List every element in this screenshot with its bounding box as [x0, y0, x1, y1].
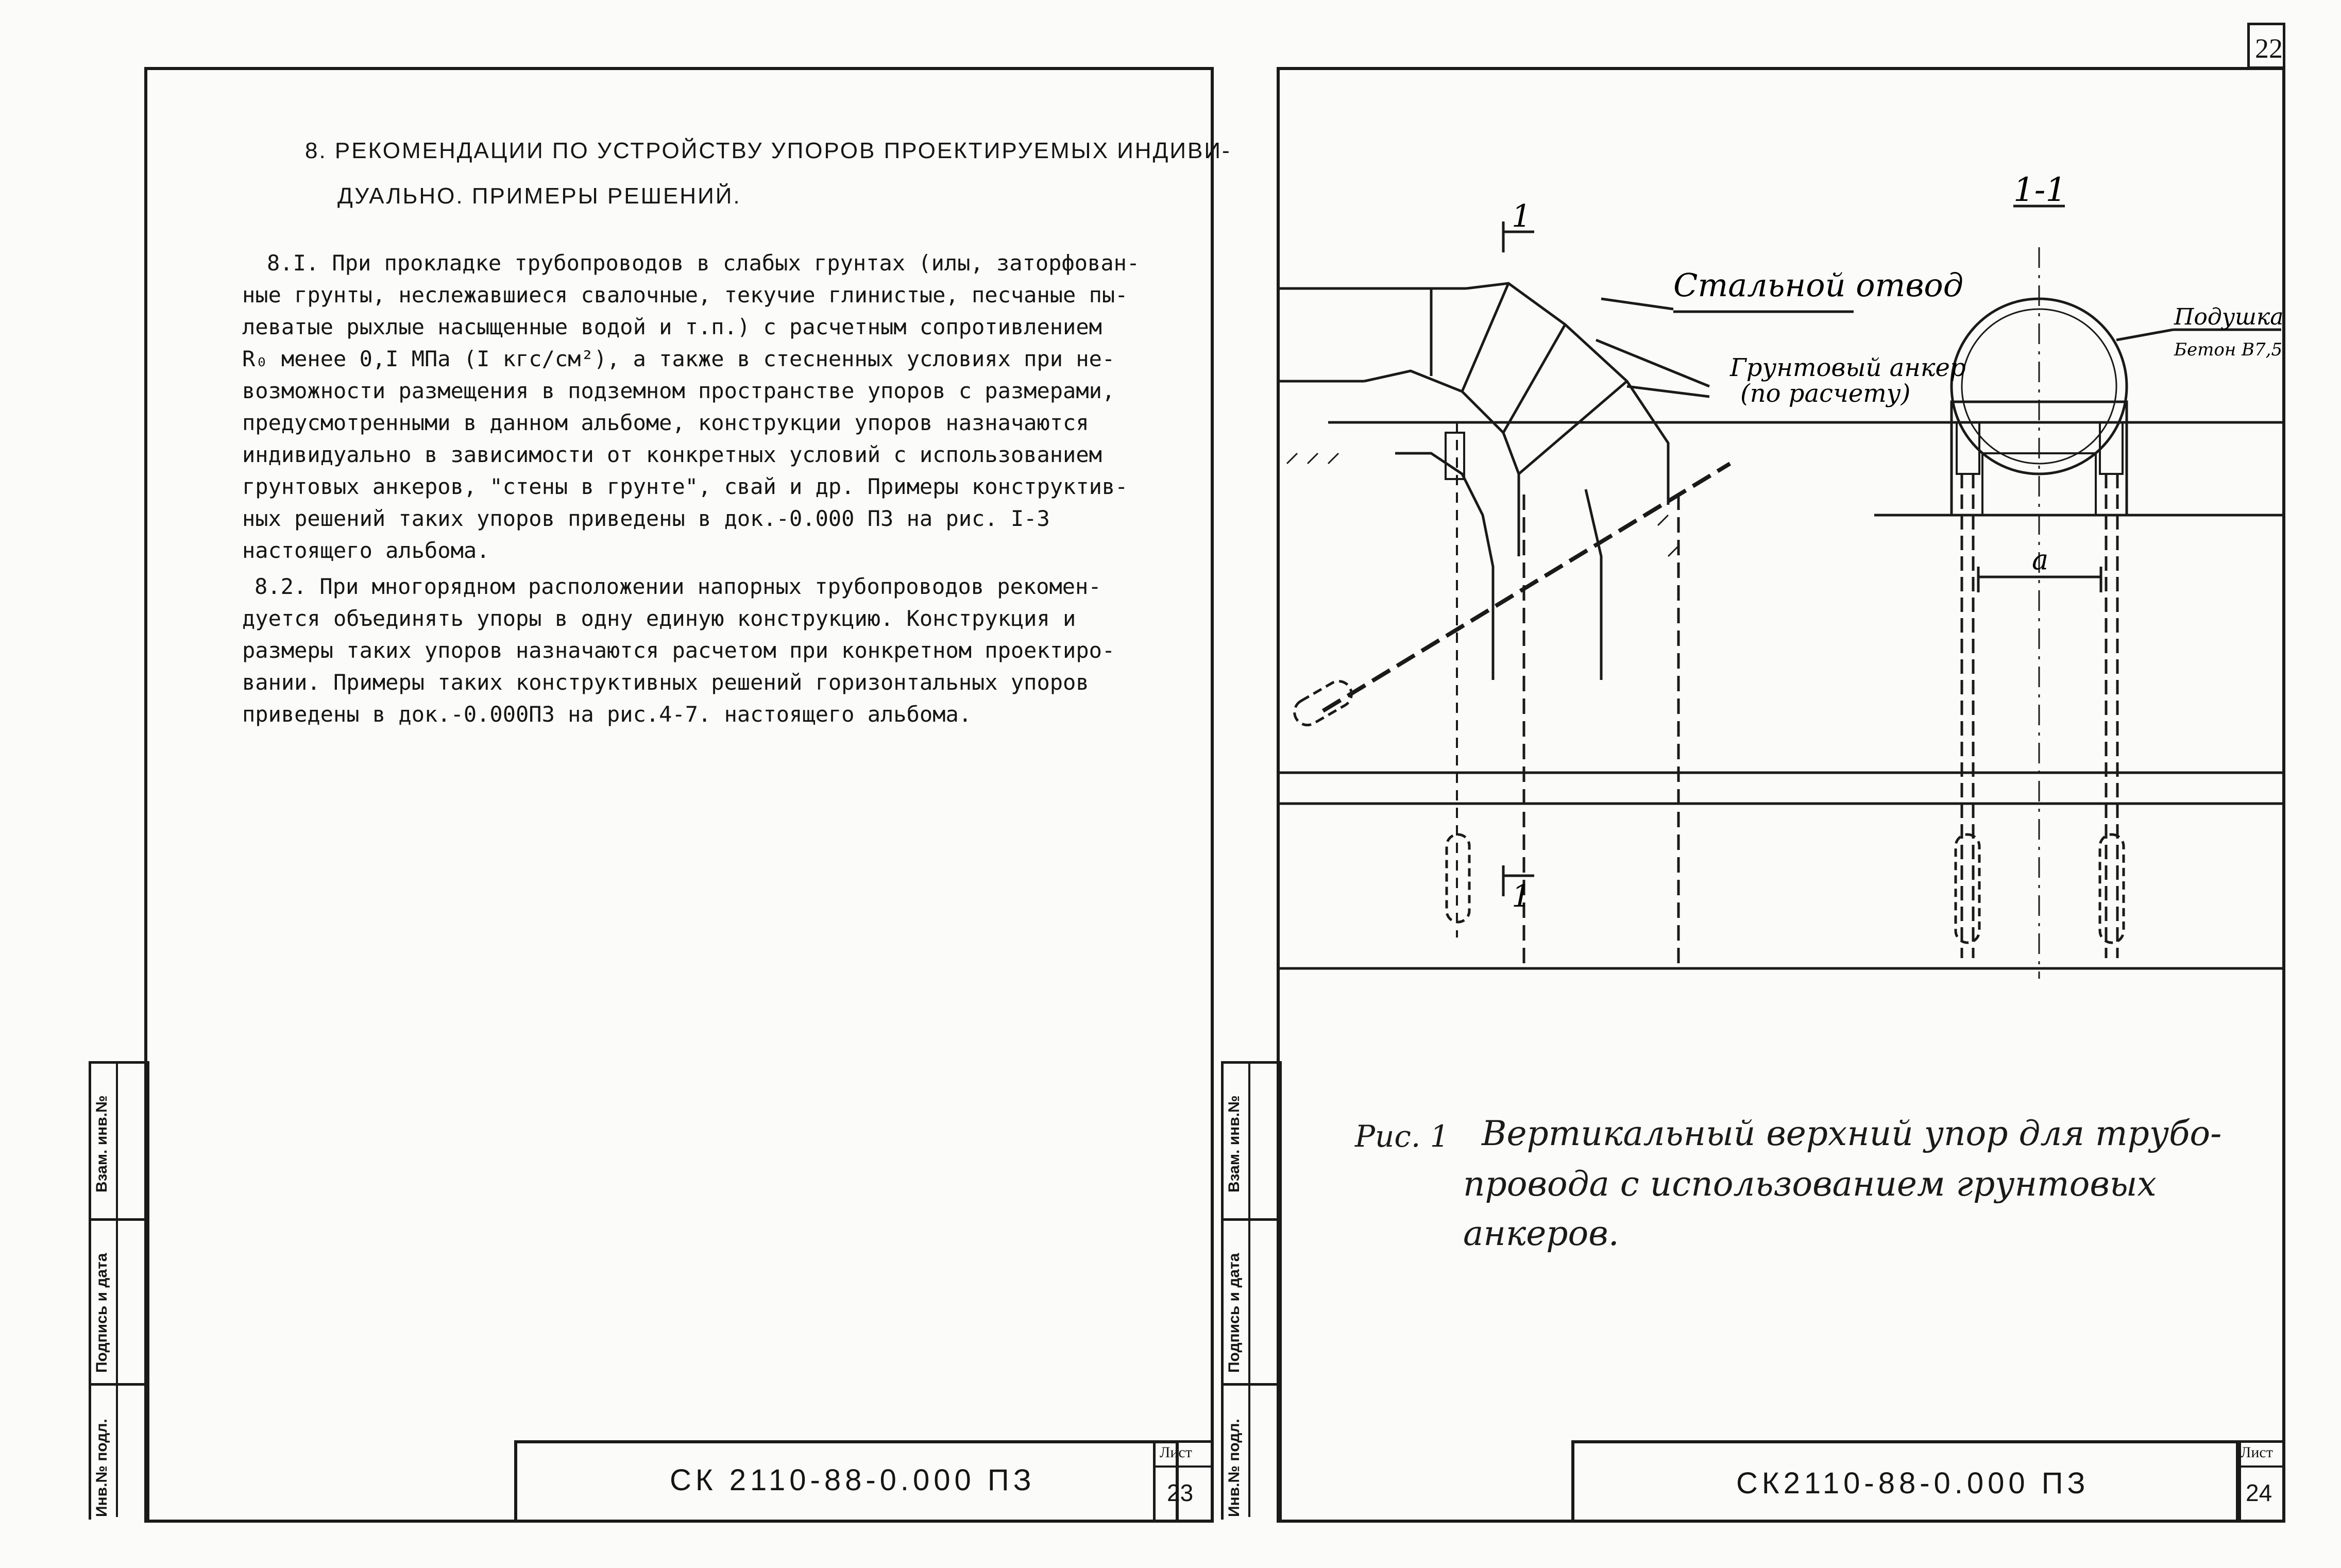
- paragraph-line: возможности размещения в подземном пространстве упоров с размерами,: [242, 378, 1115, 403]
- side-stamp-sign-label: Подпись и дата: [1226, 1253, 1243, 1373]
- paragraph-8-1: [242, 247, 1195, 567]
- side-stamp-inv-label: Инв.№ подл.: [1226, 1419, 1243, 1517]
- side-stamp-inv-label: Инв.№ подл.: [93, 1419, 110, 1517]
- paragraph-8-2: [242, 571, 1195, 730]
- section-heading-line2: ДУАЛЬНО. ПРИМЕРЫ РЕШЕНИЙ.: [337, 183, 741, 209]
- side-stamp-divider: [1224, 1218, 1279, 1221]
- label-cushion: Подушка: [2174, 304, 2284, 330]
- section-mark-bottom: 1: [1512, 878, 1532, 914]
- left-sheet-number: 23: [1167, 1479, 1194, 1506]
- corner-number: 22: [2255, 33, 2283, 64]
- caption-line: Вертикальный верхний упор для трубо-: [1482, 1114, 2222, 1153]
- paragraph-line: леватые рыхлые насыщенные водой и т.п.) с расчетным сопротивлением: [242, 314, 1102, 339]
- paragraph-line: грунтовых анкеров, "стены в грунте", свай и др. Примеры конструктив-: [242, 474, 1128, 499]
- caption-line: анкеров.: [1463, 1214, 1619, 1253]
- dimension-a: а: [2032, 543, 2049, 576]
- paragraph-line: индивидуально в зависимости от конкретных условий с использованием: [242, 442, 1102, 467]
- sheet-box-divider: [2238, 1465, 2283, 1468]
- paragraph-line: приведены в док.-0.000ПЗ на рис.4-7. настоящего альбома.: [242, 702, 972, 727]
- paragraph-line: настоящего альбома.: [242, 538, 490, 563]
- caption-line: провода с использованием грунтовых: [1463, 1164, 2157, 1204]
- paragraph-line: 8.2. При многорядном расположении напорных трубопроводов рекомен-: [255, 574, 1101, 599]
- label-steel-bend: Стальной отвод: [1673, 266, 1964, 304]
- sheet-box-divider: [1156, 1465, 1211, 1468]
- label-ground-anchor: Грунтовый анкер: [1730, 353, 1966, 382]
- label-by-calculation: (по расчету): [1740, 379, 1911, 408]
- left-sheet-label: Лист: [1160, 1444, 1192, 1461]
- right-document-code: СК2110-88-0.000 ПЗ: [1736, 1467, 2090, 1500]
- side-stamp-replace-label: Взам. инв.№: [93, 1095, 110, 1192]
- side-stamp-sign-label: Подпись и дата: [93, 1253, 110, 1373]
- paragraph-line: предусмотренными в данном альбоме, конструкции упоров назначаются: [242, 410, 1089, 435]
- paragraph-line: R₀ менее 0,I МПа (I кгс/см²), а также в стесненных условиях при не-: [242, 346, 1115, 371]
- label-concrete: Бетон В7,5: [2174, 339, 2283, 360]
- left-document-code: СК 2110-88-0.000 ПЗ: [670, 1463, 1036, 1497]
- paragraph-line: вании. Примеры таких конструктивных решений горизонтальных упоров: [242, 670, 1089, 695]
- paragraph-line: ные грунты, неслежавшиеся свалочные, текучие глинистые, песчаные пы-: [242, 282, 1128, 308]
- section-title: 1-1: [2013, 171, 2067, 209]
- side-stamp-divider: [1224, 1383, 1279, 1386]
- side-stamp-divider: [91, 1383, 147, 1386]
- side-stamp-replace-label: Взам. инв.№: [1226, 1095, 1243, 1192]
- anchor-drawing: [1277, 165, 2285, 999]
- side-stamp-divider: [91, 1218, 147, 1221]
- right-side-stamp: [1221, 1061, 1282, 1520]
- section-mark-top: 1: [1512, 198, 1532, 234]
- side-stamp-inner-line: [116, 1064, 118, 1517]
- paragraph-line: размеры таких упоров назначаются расчетом при конкретном проектиро-: [242, 638, 1115, 663]
- paragraph-line: 8.I. При прокладке трубопроводов в слабых грунтах (илы, заторфован-: [267, 250, 1140, 276]
- section-heading-line1: 8. РЕКОМЕНДАЦИИ ПО УСТРОЙСТВУ УПОРОВ ПРОЕКТИРУЕМЫХ ИНДИВИ-: [305, 138, 1231, 163]
- paragraph-line: ных решений таких упоров приведены в док.-0.000 ПЗ на рис. I-3: [242, 506, 1050, 531]
- left-side-stamp: [89, 1061, 149, 1520]
- right-sheet-number: 24: [2246, 1479, 2272, 1506]
- corner-number-box: [2247, 23, 2285, 69]
- right-sheet-label: Лист: [2241, 1444, 2273, 1461]
- left-sheet-box: [1153, 1440, 1214, 1523]
- right-sheet-box: [2236, 1440, 2285, 1523]
- side-stamp-inner-line: [1248, 1064, 1250, 1517]
- paragraph-line: дуется объединять упоры в одну единую конструкцию. Конструкция и: [242, 606, 1076, 631]
- figure-prefix: Рис. 1: [1355, 1119, 1449, 1154]
